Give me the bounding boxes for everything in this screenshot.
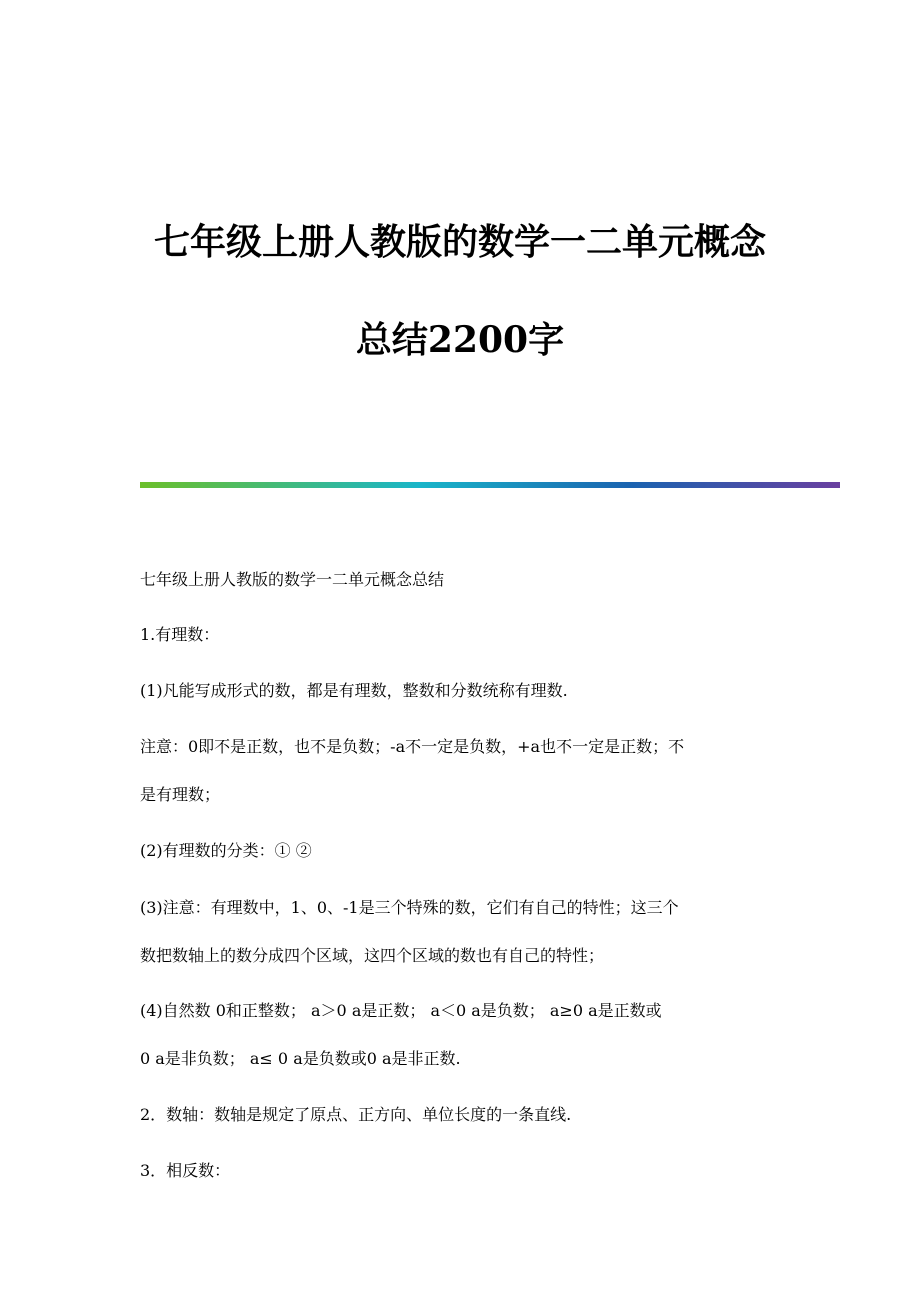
gradient-divider xyxy=(140,482,840,488)
document-title-line-1: 七年级上册人教版的数学一二单元概念 xyxy=(153,221,766,263)
note-1-line-2: 是有理数； xyxy=(140,785,221,804)
paragraph-4-line-1: (4)自然数 0和正整数； a＞0 a是正数； a＜0 a是负数； a≥0 a是正数或 xyxy=(140,1001,662,1020)
note-1-line-1: 注意：0即不是正数，也不是负数；-a不一定是负数，+a也不一定是正数；不 xyxy=(140,737,685,756)
paragraph-2: (2)有理数的分类：① ② xyxy=(140,841,312,860)
section-3-heading: 3．相反数： xyxy=(140,1161,231,1180)
paragraph-3-line-1: (3)注意：有理数中，1、0、-1是三个特殊的数，它们有自己的特性；这三个 xyxy=(140,898,679,917)
section-2-text: 2．数轴：数轴是规定了原点、正方向、单位长度的一条直线. xyxy=(140,1105,572,1124)
paragraph-4-line-2: 0 a是非负数； a≤ 0 a是负数或0 a是非正数. xyxy=(140,1049,461,1068)
paragraph-3-line-2: 数把数轴上的数分成四个区域，这四个区域的数也有自己的特性； xyxy=(140,946,605,965)
content-heading: 七年级上册人教版的数学一二单元概念总结 xyxy=(140,570,445,589)
document-title-line-2: 总结2200字 xyxy=(355,319,565,361)
paragraph-1: (1)凡能写成形式的数，都是有理数，整数和分数统称有理数. xyxy=(140,681,568,700)
section-1-heading: 1.有理数： xyxy=(140,625,220,644)
